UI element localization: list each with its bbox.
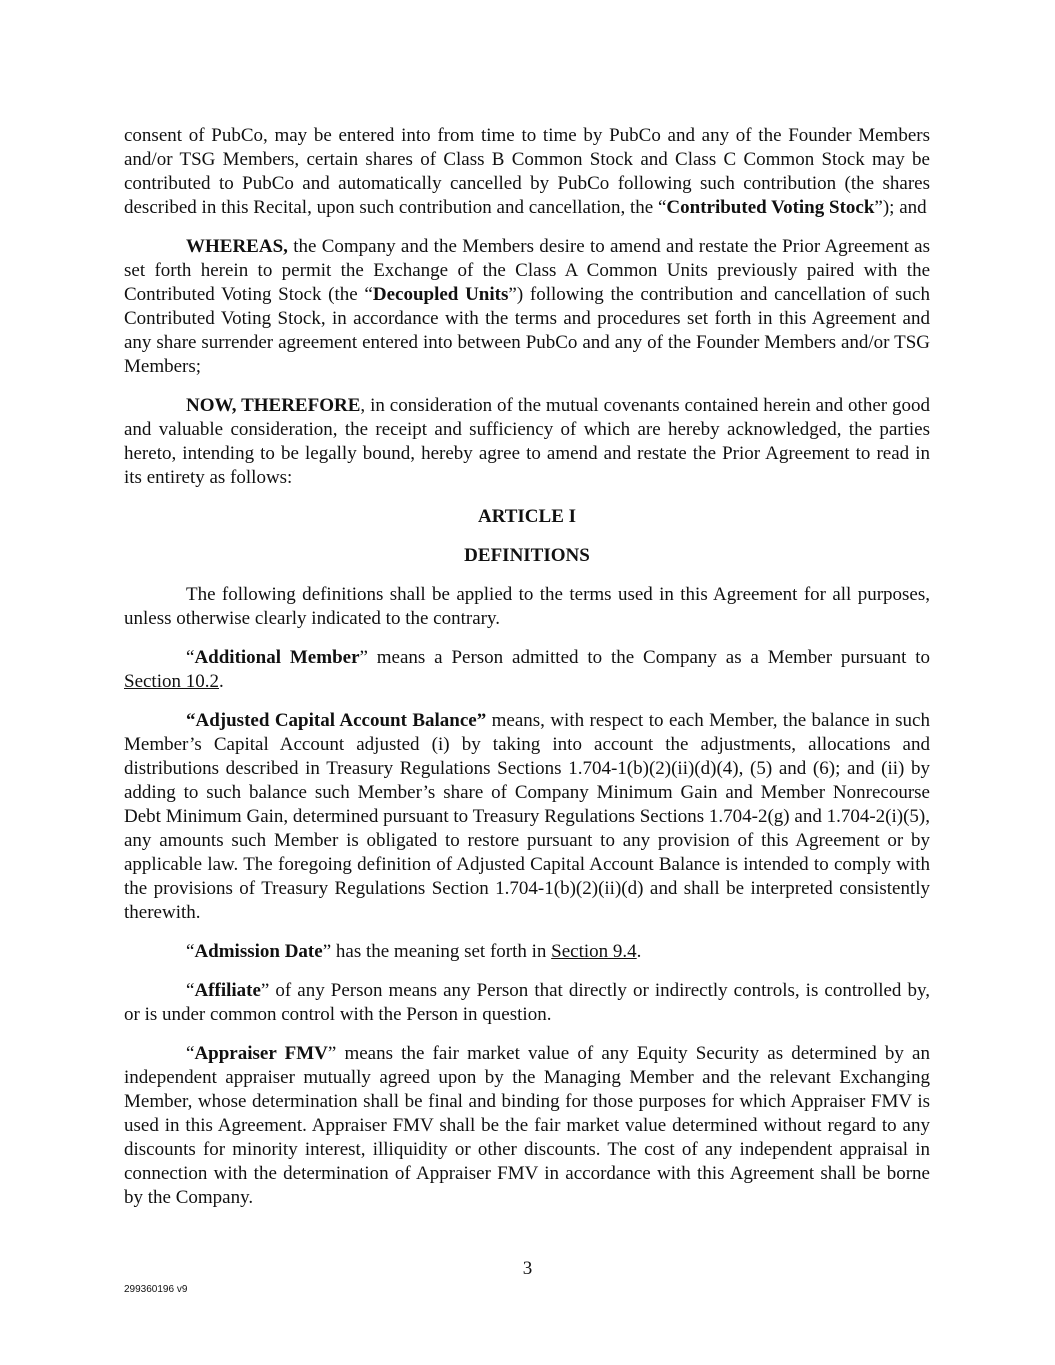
- now-therefore-clause: [124, 394, 930, 490]
- recital-continuation: [124, 124, 930, 220]
- defined-term: “Adjusted Capital Account Balance”: [186, 710, 487, 731]
- section-reference: Section 9.4: [551, 941, 637, 962]
- now-therefore-lead: NOW, THEREFORE: [186, 395, 361, 416]
- document-page: [124, 124, 930, 1225]
- article-number: ARTICLE I: [477, 506, 577, 527]
- now-therefore-text: , in consideration of the mutual covenants contained herein and other good and valuable consideration, the receipt and sufficiency of which are hereby acknowledged, the parties hereto, intending to be legally bound, hereby agree to amend and restate the Prior Agreement to read in its entirety as follows:: [124, 395, 930, 488]
- defined-term: Affiliate: [194, 980, 261, 1001]
- whereas-lead: WHEREAS,: [186, 236, 288, 257]
- defined-term: Decoupled Units: [372, 284, 509, 305]
- definition-admission-date: “Admission Date” has the meaning set forth in Section 9.4.: [186, 941, 642, 962]
- defined-term: Appraiser FMV: [194, 1043, 328, 1064]
- article-title: DEFINITIONS: [464, 545, 590, 566]
- whereas-clause: [124, 235, 930, 379]
- page-number: 3: [522, 1258, 533, 1279]
- whereas-text: the Company and the Members desire to amend and restate the Prior Agreement as set forth herein to permit the Exchange of the Class A Common Units previously paired with the Contributed Voting Stock (the “: [124, 236, 930, 305]
- definition-adjusted-capital-account-balance: “Adjusted Capital Account Balance” means, with respect to each Member, the balance in such Member’s Capital Account adjusted (i) by taking into account the adjustments, allocations and distributions described in Treasury Regulations Sections 1.704-1(b)(2)(ii)(d)(4), (5) and (6); and (ii) by adding to such balance such Member’s share of Company Minimum Gain and Member Nonrecourse Debt Minimum Gain, determined pursuant to Treasury Regulations Sections 1.704-2(g) and 1.704-2(i)(5), any amounts such Member is obligated to restore pursuant to any provision of this Agreement or by applicable law. The foregoing definition of Adjusted Capital Account Balance is intended to comply with the provisions of Treasury Regulations Section 1.704-1(b)(2)(ii)(d) and shall be interpreted consistently therewith.: [124, 710, 930, 923]
- defined-term: Contributed Voting Stock: [666, 197, 875, 218]
- definition-additional-member: “Additional Member” means a Person admitted to the Company as a Member pursuant to Section 10.2.: [124, 647, 930, 692]
- definition-appraiser-fmv: “Appraiser FMV” means the fair market value of any Equity Security as determined by an independent appraiser mutually agreed upon by the Managing Member and the relevant Exchanging Member, whose determination shall be final and binding for those purposes for which Appraiser FMV is used in this Agreement. Appraiser FMV shall be the fair market value determined without regard to any discounts for minority interest, illiquidity or other discounts. The cost of any independent appraisal in connection with the determination of Appraiser FMV in accordance with this Agreement shall be borne by the Company.: [124, 1043, 930, 1208]
- recital-end: ”); and: [874, 197, 927, 218]
- recital-text: consent of PubCo, may be entered into from time to time by PubCo and any of the Founder Members and/or TSG Members, certain shares of Class B Common Stock and Class C Common Stock may be contributed to PubCo and automatically cancelled by PubCo following such contribution (the shares described in this Recital, upon such contribution and cancellation, the “: [124, 125, 930, 218]
- definition-affiliate: “Affiliate” of any Person means any Person that directly or indirectly controls, is controlled by, or is under common control with the Person in question.: [124, 980, 930, 1025]
- whereas-text: ”) following the contribution and cancellation of such Contributed Voting Stock, in accordance with the terms and procedures set forth in this Agreement and any share surrender agreement entered into between PubCo and any of the Founder Members and/or TSG Members;: [124, 284, 930, 377]
- section-reference: Section 10.2: [124, 671, 219, 692]
- definitions-intro: The following definitions shall be applied to the terms used in this Agreement for all purposes, unless otherwise clearly indicated to the contrary.: [124, 584, 930, 629]
- defined-term: Admission Date: [194, 941, 323, 962]
- document-id: 299360196 v9: [124, 1284, 188, 1295]
- defined-term: Additional Member: [194, 647, 360, 668]
